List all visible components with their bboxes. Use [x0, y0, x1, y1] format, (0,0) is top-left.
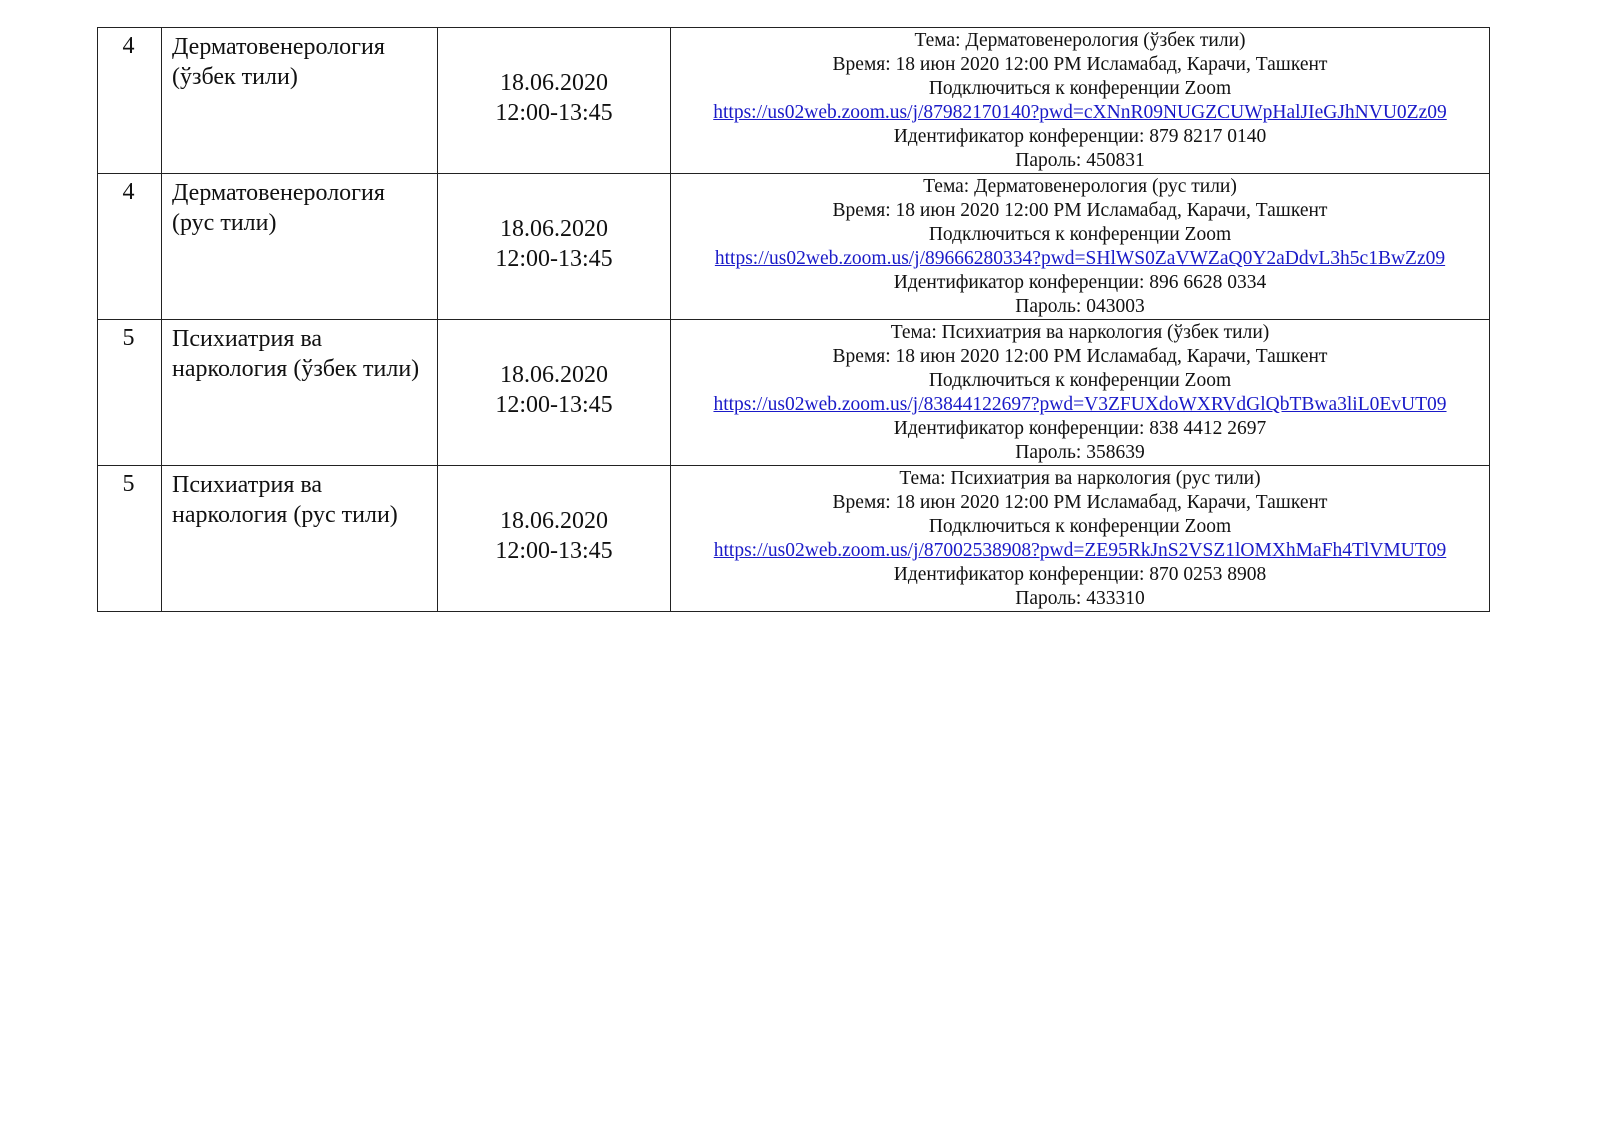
- zoom-link[interactable]: https://us02web.zoom.us/j/89666280334?pwd=SHlWS0ZaVWZaQ0Y2aDdvL3h5c1BwZz09: [714, 248, 1446, 269]
- subject-name: Дерматовенерология (ўзбек тили): [172, 34, 385, 90]
- row-number-cell: [98, 174, 162, 320]
- session-time: 12:00-13:45: [495, 246, 613, 272]
- subject-cell: [162, 320, 438, 466]
- subject-cell: [162, 466, 438, 612]
- schedule-table: [97, 27, 1490, 612]
- conference-id: Идентификатор конференции: 896 6628 0334: [893, 272, 1267, 293]
- table-row: [98, 174, 1490, 320]
- session-date: 18.06.2020: [500, 362, 608, 388]
- session-date: 18.06.2020: [500, 508, 608, 534]
- conference-password: Пароль: 433310: [1015, 588, 1145, 609]
- row-number: 4: [122, 179, 135, 205]
- datetime-cell: [438, 28, 671, 174]
- conference-id: Идентификатор конференции: 879 8217 0140: [893, 126, 1267, 147]
- row-number: 5: [122, 325, 135, 351]
- subject-name: Дерматовенерология (рус тили): [172, 180, 385, 236]
- conference-time: Время: 18 июн 2020 12:00 PM Исламабад, Карачи, Ташкент: [832, 200, 1328, 221]
- row-number-cell: [98, 28, 162, 174]
- conference-info-cell: [671, 174, 1490, 320]
- conference-info-cell: [671, 28, 1490, 174]
- conference-password: Пароль: 043003: [1015, 296, 1145, 317]
- datetime-cell: [438, 320, 671, 466]
- conference-time: Время: 18 июн 2020 12:00 PM Исламабад, Карачи, Ташкент: [832, 54, 1328, 75]
- table-row: [98, 466, 1490, 612]
- conference-join-label: Подключиться к конференции Zoom: [928, 224, 1232, 245]
- conference-topic: Тема: Дерматовенерология (ўзбек тили): [914, 30, 1246, 51]
- conference-join-label: Подключиться к конференции Zoom: [928, 370, 1232, 391]
- row-number-cell: [98, 466, 162, 612]
- zoom-link[interactable]: https://us02web.zoom.us/j/87982170140?pwd=cXNnR09NUGZCUWpHalJIeGJhNVU0Zz09: [713, 102, 1447, 123]
- datetime-cell: [438, 174, 671, 320]
- session-date: 18.06.2020: [500, 216, 608, 242]
- conference-time: Время: 18 июн 2020 12:00 PM Исламабад, Карачи, Ташкент: [832, 346, 1328, 367]
- conference-topic: Тема: Психиатрия ва наркология (рус тили): [899, 468, 1261, 489]
- conference-password: Пароль: 358639: [1015, 442, 1145, 463]
- session-time: 12:00-13:45: [495, 392, 613, 418]
- conference-join-label: Подключиться к конференции Zoom: [928, 78, 1232, 99]
- conference-id: Идентификатор конференции: 870 0253 8908: [893, 564, 1267, 585]
- zoom-link[interactable]: https://us02web.zoom.us/j/87002538908?pwd=ZE95RkJnS2VSZ1lOMXhMaFh4TlVMUT09: [713, 540, 1447, 561]
- conference-id: Идентификатор конференции: 838 4412 2697: [893, 418, 1267, 439]
- conference-join-label: Подключиться к конференции Zoom: [928, 516, 1232, 537]
- table-row: [98, 28, 1490, 174]
- table-row: [98, 320, 1490, 466]
- session-time: 12:00-13:45: [495, 538, 613, 564]
- row-number: 4: [122, 33, 135, 59]
- subject-cell: [162, 28, 438, 174]
- conference-time: Время: 18 июн 2020 12:00 PM Исламабад, Карачи, Ташкент: [832, 492, 1328, 513]
- conference-info-cell: [671, 320, 1490, 466]
- conference-topic: Тема: Психиатрия ва наркология (ўзбек тили): [890, 322, 1270, 343]
- subject-name: Психиатрия ва наркология (ўзбек тили): [172, 326, 420, 382]
- subject-name: Психиатрия ва наркология (рус тили): [172, 472, 398, 528]
- row-number-cell: [98, 320, 162, 466]
- subject-cell: [162, 174, 438, 320]
- datetime-cell: [438, 466, 671, 612]
- row-number: 5: [122, 471, 135, 497]
- session-date: 18.06.2020: [500, 70, 608, 96]
- conference-info-cell: [671, 466, 1490, 612]
- conference-topic: Тема: Дерматовенерология (рус тили): [923, 176, 1237, 197]
- conference-password: Пароль: 450831: [1015, 150, 1145, 171]
- session-time: 12:00-13:45: [495, 100, 613, 126]
- zoom-link[interactable]: https://us02web.zoom.us/j/83844122697?pwd=V3ZFUXdoWXRVdGlQbTBwa3liL0EvUT09: [713, 394, 1447, 415]
